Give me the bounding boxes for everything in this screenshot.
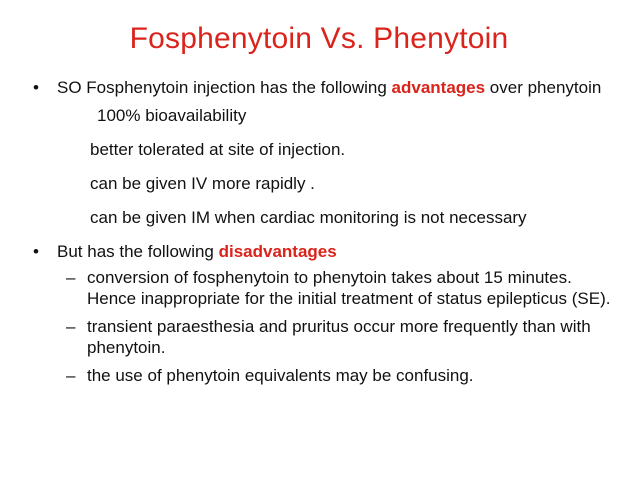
- bullet-disadvantages: [33, 240, 613, 263]
- advantage-item: 100% bioavailability: [97, 106, 247, 125]
- advantages-highlight: advantages: [391, 78, 486, 97]
- disadvantage-item: [66, 365, 613, 386]
- disadvantages-list: [33, 267, 613, 386]
- disadvantage-item: [66, 267, 613, 309]
- bullet-marker: •: [33, 78, 39, 97]
- bullet-marker: •: [33, 242, 39, 261]
- disadvantages-highlight: disadvantages: [218, 242, 337, 261]
- slide-title: Fosphenytoin Vs. Phenytoin: [129, 22, 509, 55]
- dash-marker: –: [66, 317, 76, 336]
- advantage-item: can be given IM when cardiac monitoring is not necessary: [90, 208, 527, 227]
- dash-marker: –: [66, 268, 76, 287]
- disadvantage-item: [66, 316, 613, 358]
- slide-body: [33, 76, 613, 393]
- bullet-text: But has the following: [57, 242, 219, 261]
- dash-marker: –: [66, 366, 76, 385]
- disadvantage-text: conversion of fosphenytoin to phenytoin takes about 15 minutes. Hence inappropriate for the initial treatment of status epilepticus (SE).: [87, 268, 611, 308]
- bullet-text: SO Fosphenytoin injection has the following: [57, 78, 392, 97]
- disadvantage-text: transient paraesthesia and pruritus occur more frequently than with phenytoin.: [87, 317, 591, 357]
- advantage-item: better tolerated at site of injection.: [90, 140, 346, 159]
- disadvantage-text: the use of phenytoin equivalents may be confusing.: [87, 366, 474, 385]
- advantages-list: [33, 104, 613, 229]
- bullet-advantages: [33, 76, 613, 99]
- bullet-text-end: over phenytoin: [485, 78, 602, 97]
- advantage-item: can be given IV more rapidly .: [90, 174, 315, 193]
